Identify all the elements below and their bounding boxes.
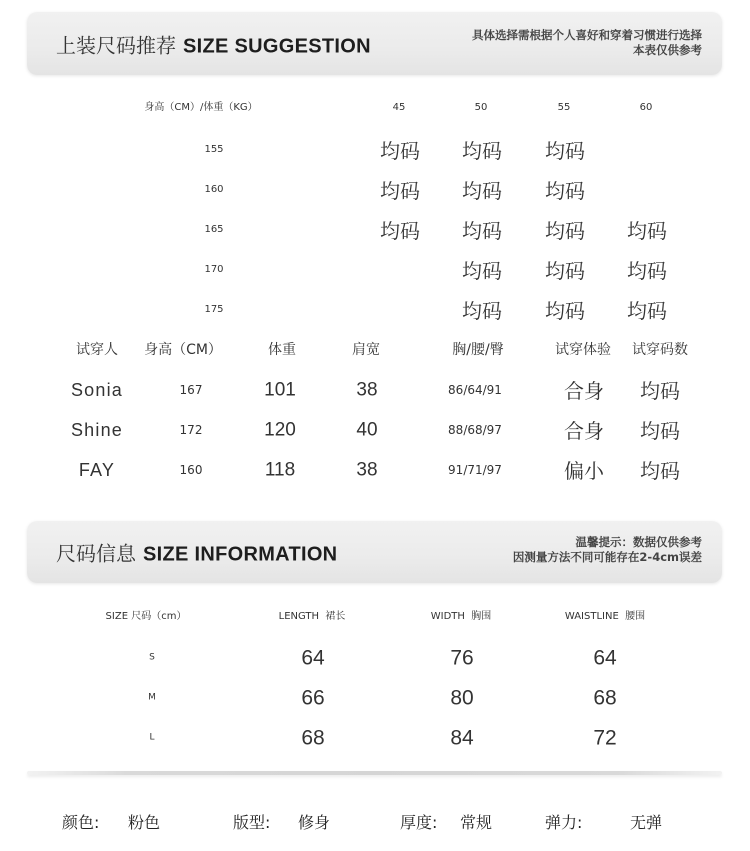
section-divider [27, 771, 722, 775]
matrix-cell: 均码 [627, 259, 667, 283]
try-on-header: 身高（CM） [144, 342, 222, 358]
size-length: 68 [301, 726, 325, 750]
attribute-label-elasticity: 弹力: [545, 813, 583, 832]
attribute-value-fit: 修身 [298, 813, 331, 832]
tryer-shoulder: 38 [356, 459, 378, 481]
tryer-height: 160 [179, 463, 203, 477]
size-information-title [56, 538, 337, 567]
size-table-header: LENGTH 裙长 [278, 611, 346, 622]
size-suggestion-notes [472, 28, 702, 58]
try-on-header: 胸/腰/臀 [452, 342, 504, 358]
tryer-name: FAY [78, 460, 116, 480]
try-on-header: 试穿体验 [555, 342, 611, 358]
size-suggestion-header-bar [27, 12, 722, 75]
matrix-cell: 均码 [380, 219, 420, 243]
matrix-corner-label: 身高（CM）/体重（KG） [144, 102, 258, 113]
size-waistline: 72 [593, 726, 617, 750]
tryer-fit: 合身 [564, 379, 604, 403]
matrix-height-label: 165 [204, 224, 224, 235]
matrix-cell: 均码 [545, 139, 585, 163]
matrix-cell: 均码 [462, 299, 502, 323]
tryer-weight: 101 [264, 379, 296, 401]
matrix-height-label: 170 [204, 264, 224, 275]
matrix-cell: 均码 [462, 219, 502, 243]
attribute-label-thickness: 厚度: [400, 813, 438, 832]
tryer-size: 均码 [640, 379, 680, 403]
size-width: 76 [450, 646, 474, 670]
size-length: 66 [301, 686, 325, 710]
attribute-value-color: 粉色 [128, 813, 161, 832]
size-width: 84 [450, 726, 474, 750]
tryer-height: 172 [179, 423, 203, 437]
attribute-label-fit: 版型: [233, 813, 271, 832]
size-waistline: 64 [593, 646, 617, 670]
attribute-label-color: 颜色: [62, 813, 100, 832]
size-label: L [149, 732, 155, 743]
matrix-cell: 均码 [380, 179, 420, 203]
tryer-shoulder: 40 [356, 419, 378, 441]
matrix-height-label: 160 [204, 184, 224, 195]
matrix-cell: 均码 [380, 139, 420, 163]
size-information-note-line: 温馨提示：数据仅供参考 [575, 535, 702, 549]
tryer-size: 均码 [640, 419, 680, 443]
matrix-cell: 均码 [462, 139, 502, 163]
matrix-cell: 均码 [462, 179, 502, 203]
try-on-header: 试穿人 [76, 342, 118, 358]
tryer-weight: 120 [264, 419, 296, 441]
matrix-cell: 均码 [545, 299, 585, 323]
size-width: 80 [450, 686, 474, 710]
size-label: M [148, 692, 156, 703]
size-table-header: WIDTH 胸围 [430, 611, 492, 622]
size-suggestion-title-en: SIZE SUGGESTION [183, 35, 371, 57]
try-on-header: 试穿码数 [632, 342, 688, 358]
tryer-fit: 偏小 [564, 459, 604, 483]
matrix-height-label: 175 [204, 304, 224, 315]
size-table-header: SIZE 尺码（cm） [105, 611, 187, 622]
tryer-size: 均码 [640, 459, 680, 483]
tryer-name: Sonia [70, 380, 124, 400]
size-suggestion-note-line: 具体选择需根据个人喜好和穿着习惯进行选择 [472, 28, 702, 42]
attribute-value-elasticity: 无弹 [630, 813, 663, 832]
size-information-note-line: 因测量方法不同可能存在2-4cm误差 [512, 550, 702, 564]
try-on-header: 肩宽 [352, 342, 380, 358]
matrix-cell: 均码 [627, 219, 667, 243]
matrix-cell: 均码 [545, 259, 585, 283]
size-information-title-en: SIZE INFORMATION [143, 543, 338, 566]
matrix-cell: 均码 [545, 219, 585, 243]
matrix-weight-header: 60 [639, 102, 653, 113]
matrix-cell: 均码 [545, 179, 585, 203]
try-on-header: 体重 [268, 342, 296, 358]
size-suggestion-title-cn: 上装尺码推荐 [56, 33, 176, 57]
size-information-title-cn: 尺码信息 [56, 541, 136, 566]
tryer-shoulder: 38 [356, 379, 378, 401]
tryer-weight: 118 [264, 459, 296, 481]
tryer-bust-waist-hip: 91/71/97 [448, 463, 502, 477]
size-information-header-bar [27, 521, 722, 583]
size-label: S [149, 652, 155, 663]
matrix-cell: 均码 [462, 259, 502, 283]
tryer-fit: 合身 [564, 419, 604, 443]
matrix-weight-header: 50 [474, 102, 488, 113]
size-suggestion-title [56, 29, 371, 58]
tryer-height: 167 [179, 383, 203, 397]
tryer-name: Shine [70, 420, 124, 440]
tryer-bust-waist-hip: 86/64/91 [448, 383, 502, 397]
matrix-weight-header: 45 [392, 102, 406, 113]
size-length: 64 [301, 646, 325, 670]
size-table-header: WAISTLINE 腰围 [564, 611, 646, 622]
size-information-notes [513, 535, 702, 565]
size-waistline: 68 [593, 686, 617, 710]
matrix-height-label: 155 [204, 144, 224, 155]
size-suggestion-note-line: 本表仅供参考 [633, 43, 702, 57]
tryer-bust-waist-hip: 88/68/97 [448, 423, 502, 437]
matrix-cell: 均码 [627, 299, 667, 323]
attribute-value-thickness: 常规 [460, 813, 493, 832]
matrix-weight-header: 55 [557, 102, 571, 113]
